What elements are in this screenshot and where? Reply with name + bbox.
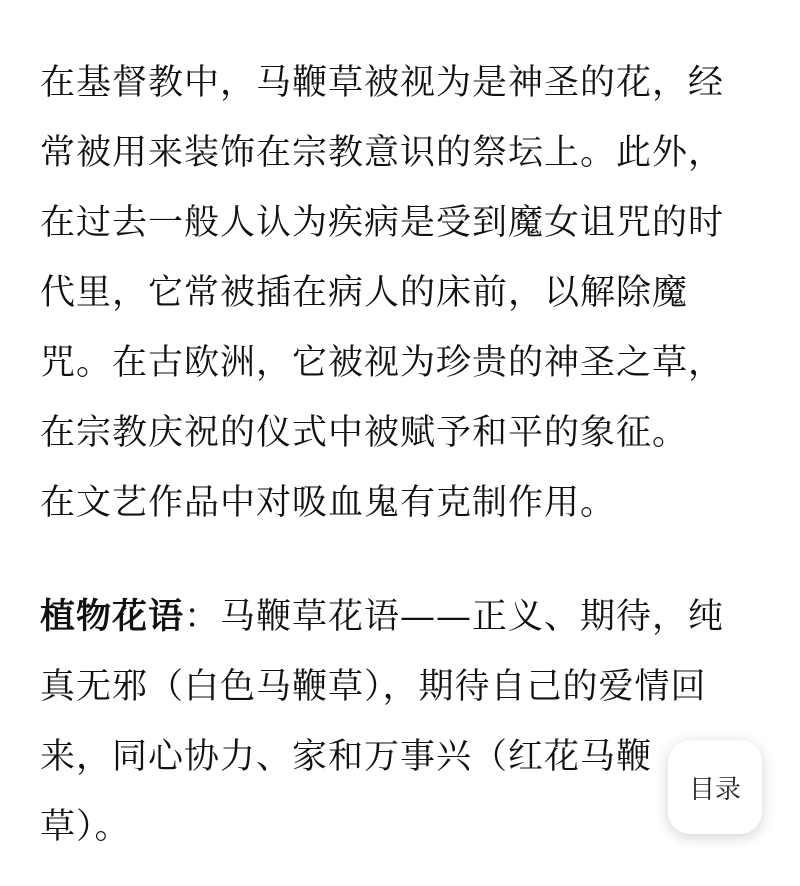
paragraph-line: 咒。在古欧洲，它被视为珍贵的神圣之草， [40, 343, 725, 383]
flower-language-line [40, 582, 760, 652]
paragraph-line: 真无邪（白色马鞭草），期待自己的爱情回 [40, 667, 707, 707]
flower-language-text: ：马鞭草花语——正义、期待，纯 [184, 597, 725, 637]
table-of-contents-button[interactable] [668, 740, 762, 834]
paragraph-line: 在过去一般人认为疾病是受到魔女诅咒的时 [40, 203, 725, 243]
paragraph-line: 常被用来装饰在宗教意识的祭坛上。此外， [40, 133, 725, 173]
paragraph-line: 在文艺作品中对吸血鬼有克制作用。 [40, 483, 617, 523]
paragraph-spacer [40, 538, 760, 582]
paragraph-line: 来，同心协力、家和万事兴（红花马鞭 [40, 737, 653, 777]
paragraph-line: 在宗教庆祝的仪式中被赋予和平的象征。 [40, 413, 689, 453]
paragraph-line: 在基督教中，马鞭草被视为是神圣的花，经 [40, 63, 725, 103]
article-body [40, 48, 760, 862]
paragraph-line: 草）。 [40, 807, 131, 847]
toc-button-label: 目录 [688, 774, 741, 805]
paragraph-line: 代里，它常被插在病人的床前，以解除魔 [40, 273, 689, 313]
flower-language-term: 植物花语 [40, 596, 185, 637]
